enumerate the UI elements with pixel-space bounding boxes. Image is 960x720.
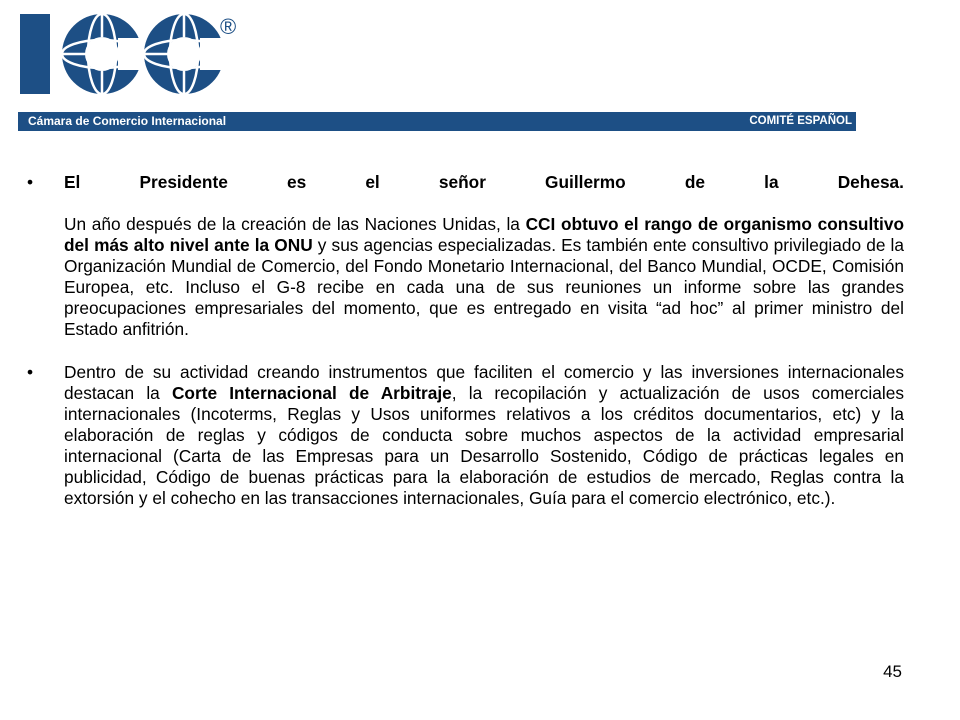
banner-committee-name: COMITÉ ESPAÑOL (749, 115, 852, 127)
bullet-icon: • (27, 172, 34, 192)
page-number: 45 (883, 662, 902, 681)
bullet-icon: • (27, 362, 34, 382)
icc-logo (18, 8, 248, 100)
slide-content (27, 172, 905, 509)
svg-text:®: ® (220, 14, 237, 39)
paragraph-cci-consultative: Un año después de la creación de las Naciones Unidas, la CCI obtuvo el rango de organismo consultivo del más alto nivel ante la ONU y sus agencias especializadas. Es también ente consultivo privilegiado de la Organización Mundial de Comercio, del Fondo Monetario Internacional, del Banco Mundial, OCDE, Comisión Europea, etc. Incluso el G-8 recibe en cada una de sus reuniones un informe sobre las grandes preocupaciones empresariales del momento, que es entregado en visita “ad hoc” al primer ministro del Estado anfitrión. (64, 214, 905, 339)
paragraph-instruments: Dentro de su actividad creando instrumentos que faciliten el comercio y las inversiones internacionales destacan la Corte Internacional de Arbitraje, la recopilación y actualización de usos comerciales internacionales (Incoterms, Reglas y Usos uniformes relativos a los créditos documentarios, etc) y la elaboración de reglas y códigos de conducta sobre muchos aspectos de la actividad empresarial internacional (Carta de las Empresas para un Desarrollo Sostenido, Código de prácticas legales en publicidad, Código de buenas prácticas para la elaboración de estudios de mercado, Reglas contra la extorsión y el cohecho en las transacciones internacionales, Guía para el comercio electrónico, etc.). (64, 362, 904, 508)
president-heading: El Presidente es el señor Guillermo de la Dehesa. (64, 172, 904, 192)
header-banner (18, 112, 856, 131)
bullet-item-president (27, 172, 905, 340)
bullet-item-activities (27, 362, 904, 509)
banner-organization-name: Cámara de Comercio Internacional (28, 114, 227, 128)
